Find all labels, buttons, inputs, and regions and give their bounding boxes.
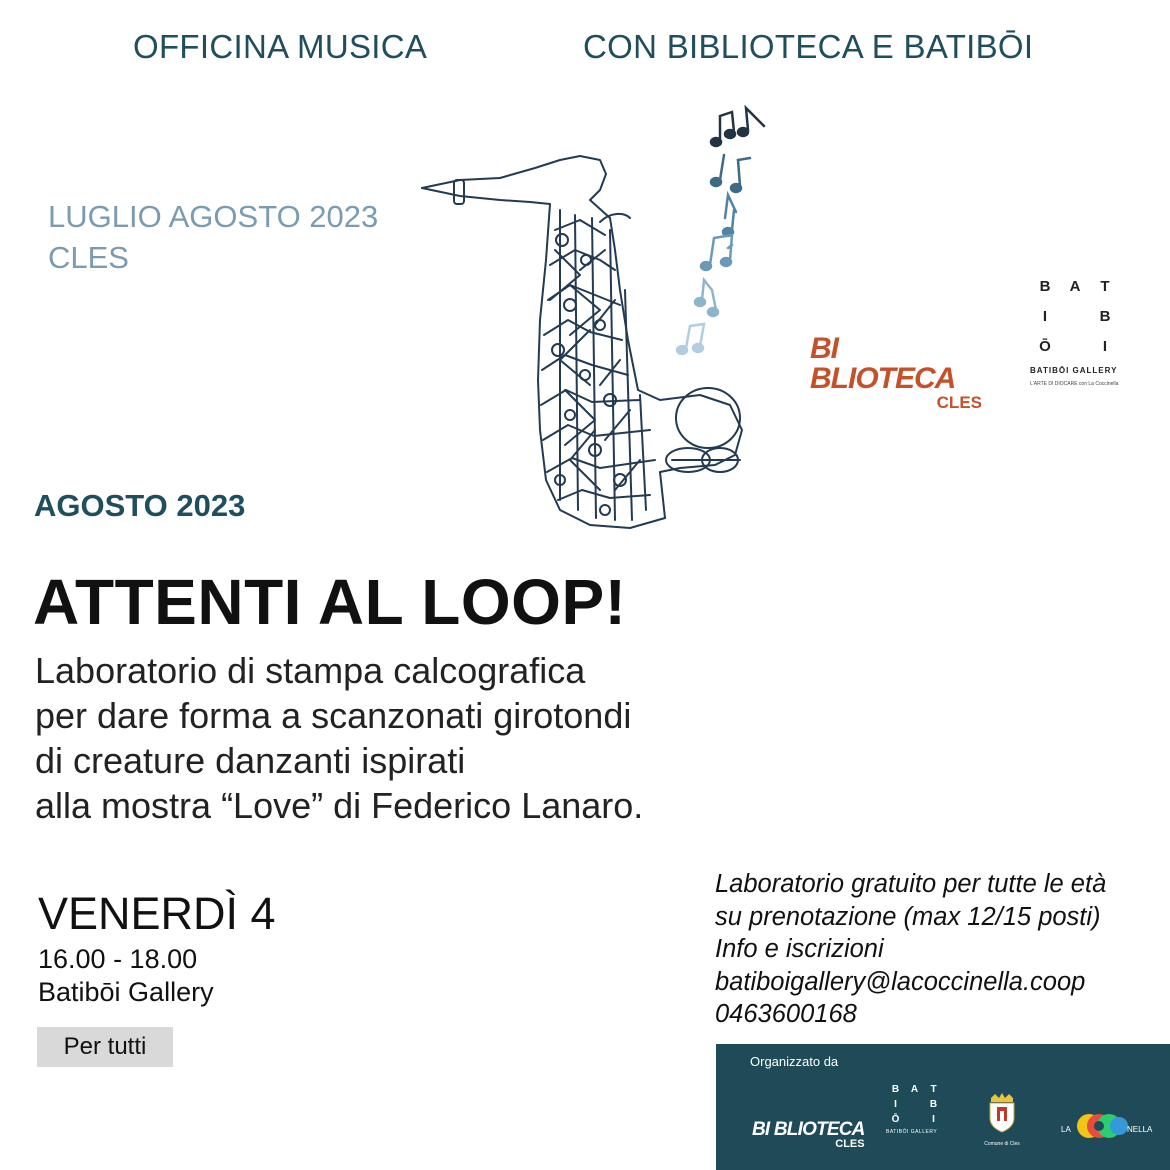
coccinella-text-right: NELLA <box>1127 1125 1153 1134</box>
coccinella-rings-icon <box>1075 1108 1129 1142</box>
event-venue: Batibōi Gallery <box>38 977 214 1007</box>
header-right-title: CON BIBLIOTECA E BATIBŌI <box>583 28 1034 65</box>
footer-batiboi-logo <box>886 1084 943 1135</box>
organizers-label: Organizzato da <box>750 1054 839 1069</box>
batiboi-gallery-logo <box>1030 276 1130 396</box>
batiboi-letter: B <box>1039 278 1051 295</box>
batiboi-letter <box>1060 336 1090 358</box>
batiboi-logo-tagline: L'ARTE DI DIOCARE con La Coccinella <box>1030 381 1119 387</box>
biblioteca-logo-sub: CLES <box>936 393 982 412</box>
biblioteca-cles-logo <box>810 332 990 412</box>
footer-batiboi-letter <box>905 1099 924 1111</box>
la-coccinella-logo <box>1061 1104 1157 1144</box>
info-block <box>715 868 1106 1031</box>
footer-batiboi-letter: B <box>891 1084 900 1095</box>
footer-batiboi-letter: B <box>929 1099 938 1110</box>
footer-biblioteca-sub: CLES <box>835 1138 865 1150</box>
audience-tag: Per tutti <box>37 1027 173 1067</box>
batiboi-letter: T <box>1100 278 1110 295</box>
footer-batiboi-letter: A <box>910 1084 919 1095</box>
footer-batiboi-letter: I <box>894 1099 897 1110</box>
organizers-footer <box>716 1044 1170 1170</box>
batiboi-letter: B <box>1099 308 1111 325</box>
saxophone-illustration <box>410 100 790 540</box>
info-line: Laboratorio gratuito per tutte le età <box>715 870 1107 898</box>
comune-di-cles-logo <box>982 1090 1022 1147</box>
footer-batiboi-letter: Ō <box>891 1114 900 1125</box>
date-range: LUGLIO AGOSTO 2023 <box>48 199 379 234</box>
contact-phone[interactable]: 0463600168 <box>715 1000 857 1028</box>
footer-biblioteca-logo <box>752 1120 865 1150</box>
date-location-block <box>48 196 378 278</box>
batiboi-letter: A <box>1069 278 1081 295</box>
batiboi-letter: Ō <box>1039 338 1051 355</box>
batiboi-letter: I <box>1102 338 1108 355</box>
event-time: 16.00 - 18.00 <box>38 944 198 974</box>
header-left-title: OFFICINA MUSICA <box>133 28 428 65</box>
footer-batiboi-name: BATIBŌI GALLERY <box>886 1129 938 1135</box>
event-title: ATTENTI AL LOOP! <box>33 566 627 638</box>
description-line: per dare forma a scanzonati girotondi <box>35 695 632 736</box>
biblioteca-logo-text: BI BLIOTECA <box>810 332 956 395</box>
coat-of-arms-icon <box>987 1090 1017 1134</box>
footer-batiboi-letter: T <box>930 1084 937 1095</box>
comune-label: Comune di Cles <box>984 1141 1020 1147</box>
batiboi-letter: I <box>1042 308 1048 325</box>
event-day: VENERDÌ 4 <box>38 888 276 939</box>
footer-batiboi-letter <box>905 1114 924 1126</box>
description-line: di creature danzanti ispirati <box>35 740 466 781</box>
event-description <box>35 648 643 828</box>
batiboi-letter-grid <box>1030 276 1130 358</box>
event-month: AGOSTO 2023 <box>34 488 246 523</box>
description-line: alla mostra “Love” di Federico Lanaro. <box>35 785 644 826</box>
description-line: Laboratorio di stampa calcografica <box>35 650 586 691</box>
footer-batiboi-letter: I <box>932 1114 935 1125</box>
contact-email[interactable]: batiboigallery@lacoccinella.coop <box>715 967 1086 996</box>
footer-biblioteca-text: BI BLIOTECA <box>752 1119 865 1140</box>
info-line: su prenotazione (max 12/15 posti) <box>715 902 1101 931</box>
batiboi-logo-name: BATIBŌI GALLERY <box>1030 366 1118 375</box>
location: CLES <box>48 240 129 275</box>
coccinella-text-left: LA <box>1061 1125 1071 1134</box>
batiboi-letter <box>1060 306 1090 328</box>
info-line: Info e iscrizioni <box>715 935 884 963</box>
